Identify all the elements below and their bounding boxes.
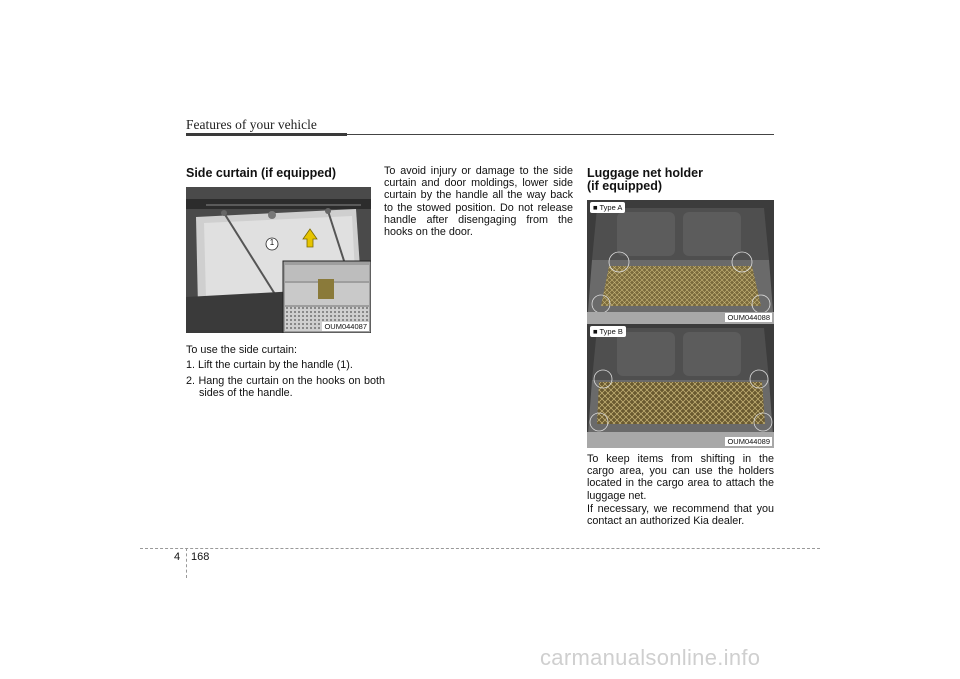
type-b-image [587,324,774,448]
side-curtain-intro: To use the side curtain: [186,344,298,356]
footer-divider [186,548,187,578]
footer-rule [140,548,820,549]
header-rule [347,134,774,135]
step-1: 1. Lift the curtain by the handle (1). [186,359,353,371]
type-b-label: ■ Type B [590,326,626,337]
side-curtain-warning: To avoid injury or damage to the side curtain and door moldings, lower side curtain by the handle all the way back to the stowed position. Do not release handle after disengaging from the hooks on the door. [384,165,573,239]
luggage-net-title [587,167,703,193]
image-caption: OUM044087 [324,322,367,331]
type-a-caption: OUM044088 [727,313,770,322]
luggage-net-para-2: If necessary, we recommend that you contact an authorized Kia dealer. [587,503,774,528]
chapter-number: 4 [174,551,181,563]
luggage-net-para-1: To keep items from shifting in the cargo area, you can use the holders located in the cargo area to attach the luggage net. [587,453,774,502]
header-bar [186,133,347,136]
luggage-net-title-line2: (if equipped) [587,179,662,193]
type-a-image [587,200,774,324]
step-2: 2. Hang the curtain on the hooks on both sides of the handle. [186,375,385,400]
luggage-net-title-line1: Luggage net holder [587,166,703,180]
page-header-title: Features of your vehicle [186,117,317,132]
callout-1: 1 [269,238,275,247]
side-curtain-image [186,187,371,333]
type-a-label: ■ Type A [590,202,625,213]
watermark: carmanualsonline.info [540,645,761,670]
side-curtain-title: Side curtain (if equipped) [186,166,337,180]
type-b-caption: OUM044089 [727,437,770,446]
page-number: 168 [191,551,210,563]
